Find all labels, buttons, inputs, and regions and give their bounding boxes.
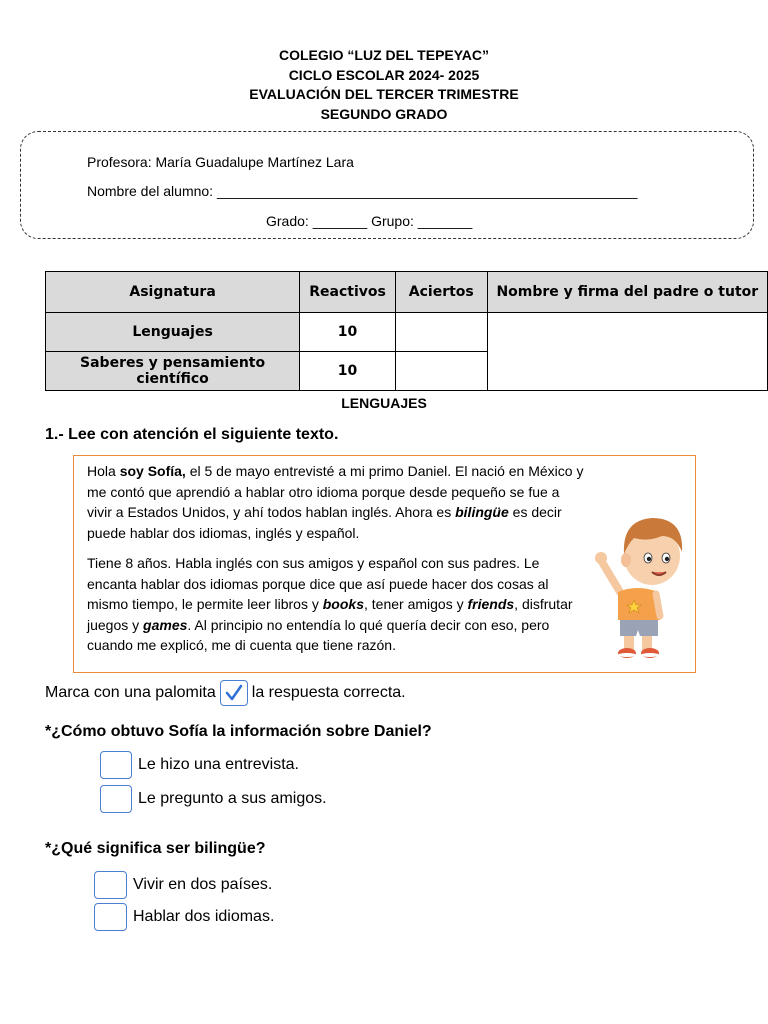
- table-header-row: [46, 272, 768, 313]
- items-cell: 10: [300, 313, 396, 352]
- answer-option: [100, 751, 299, 779]
- student-name-line: [87, 183, 637, 199]
- column-header: Reactivos: [300, 272, 396, 313]
- answer-option: [94, 871, 272, 899]
- reading-paragraph-2: [87, 553, 587, 656]
- school-name: COLEGIO “LUZ DEL TEPEYAC”: [278, 47, 490, 63]
- text-run: . Al principio no entendía lo qué quería decir con eso, pero cuando me explicó, me di cuenta que tiene razón.: [87, 616, 550, 653]
- question-text: *¿Qué significa ser bilingüe?: [45, 840, 266, 857]
- group-field[interactable]: Grupo: _______: [371, 213, 473, 229]
- text-run-bold-italic: books: [322, 596, 364, 612]
- reading-paragraph-1: [87, 461, 587, 543]
- text-run-bold: soy Sofía,: [119, 463, 186, 479]
- text-run-bold-italic: friends: [467, 596, 515, 612]
- answer-label: Hablar dos idiomas.: [133, 908, 275, 925]
- answer-checkbox[interactable]: [100, 785, 132, 813]
- answer-label: Vivir en dos países.: [133, 876, 273, 893]
- text-run: Hola: [87, 463, 120, 479]
- question-1-title: 1.- Lee con atención el siguiente texto.: [45, 426, 339, 443]
- answer-checkbox[interactable]: [94, 871, 127, 899]
- checkmark-icon: [220, 680, 248, 706]
- instruction-line: [45, 680, 406, 706]
- text-run: Tiene 8 años. Habla inglés con sus amigos y español con sus padres. Le encanta hablar dos idiomas porque dice que así puede hacer dos cosas al mismo tiempo, le permite leer libros y: [87, 555, 549, 612]
- answer-checkbox[interactable]: [94, 903, 127, 931]
- section-title: LENGUAJES: [341, 395, 427, 411]
- boy-waving-illustration: [590, 512, 690, 664]
- grade-group-line: [266, 213, 472, 229]
- answer-label: Le hizo una entrevista.: [138, 756, 299, 773]
- school-cycle: CICLO ESCOLAR 2024- 2025: [288, 66, 480, 83]
- column-header: Nombre y firma del padre o tutor: [487, 272, 767, 313]
- text-run: , disfrutar juegos y: [87, 596, 573, 633]
- text-run: , tener amigos y: [363, 596, 468, 612]
- items-cell: 10: [300, 352, 396, 391]
- score-table: [45, 271, 768, 391]
- grade-field[interactable]: Grado: _______: [266, 213, 368, 229]
- text-run: el 5 de mayo entrevisté a mi primo Daniel. El nació en México y me contó que aprendió a hablar otro idioma porque desde pequeño se fue a vivir a Estados Unidos, y ahí todos hablan inglés. Ahora es: [87, 463, 584, 520]
- instruction-after: la respuesta correcta.: [251, 684, 406, 701]
- question-text: *¿Cómo obtuvo Sofía la información sobre Daniel?: [45, 723, 432, 740]
- evaluation-title: EVALUACIÓN DEL TERCER TRIMESTRE: [249, 86, 519, 102]
- text-run: es decir puede hablar dos idiomas, inglés y español.: [87, 504, 562, 541]
- answer-option: [100, 785, 327, 813]
- subject-cell: Lenguajes: [46, 313, 300, 352]
- student-name-label: Nombre del alumno:: [87, 183, 217, 199]
- table-row: [46, 313, 768, 352]
- teacher-name: Profesora: María Guadalupe Martínez Lara: [87, 154, 354, 170]
- column-header: Aciertos: [395, 272, 487, 313]
- grade-title: SEGUNDO GRADO: [320, 105, 448, 122]
- hits-cell[interactable]: [395, 313, 487, 352]
- answer-option: [94, 903, 274, 931]
- answer-checkbox[interactable]: [100, 751, 132, 779]
- column-header: Asignatura: [46, 272, 300, 313]
- student-name-field[interactable]: ______________________________________________________: [216, 183, 638, 199]
- subject-cell: Saberes y pensamiento científico: [46, 352, 300, 391]
- answer-label: Le pregunto a sus amigos.: [138, 790, 327, 807]
- document-header: [0, 46, 768, 124]
- text-run-bold-italic: bilingüe: [455, 504, 509, 520]
- hits-cell[interactable]: [395, 352, 487, 391]
- instruction-before: Marca con una palomita: [45, 684, 216, 701]
- text-run-bold-italic: games: [143, 616, 188, 633]
- signature-cell[interactable]: [487, 313, 767, 391]
